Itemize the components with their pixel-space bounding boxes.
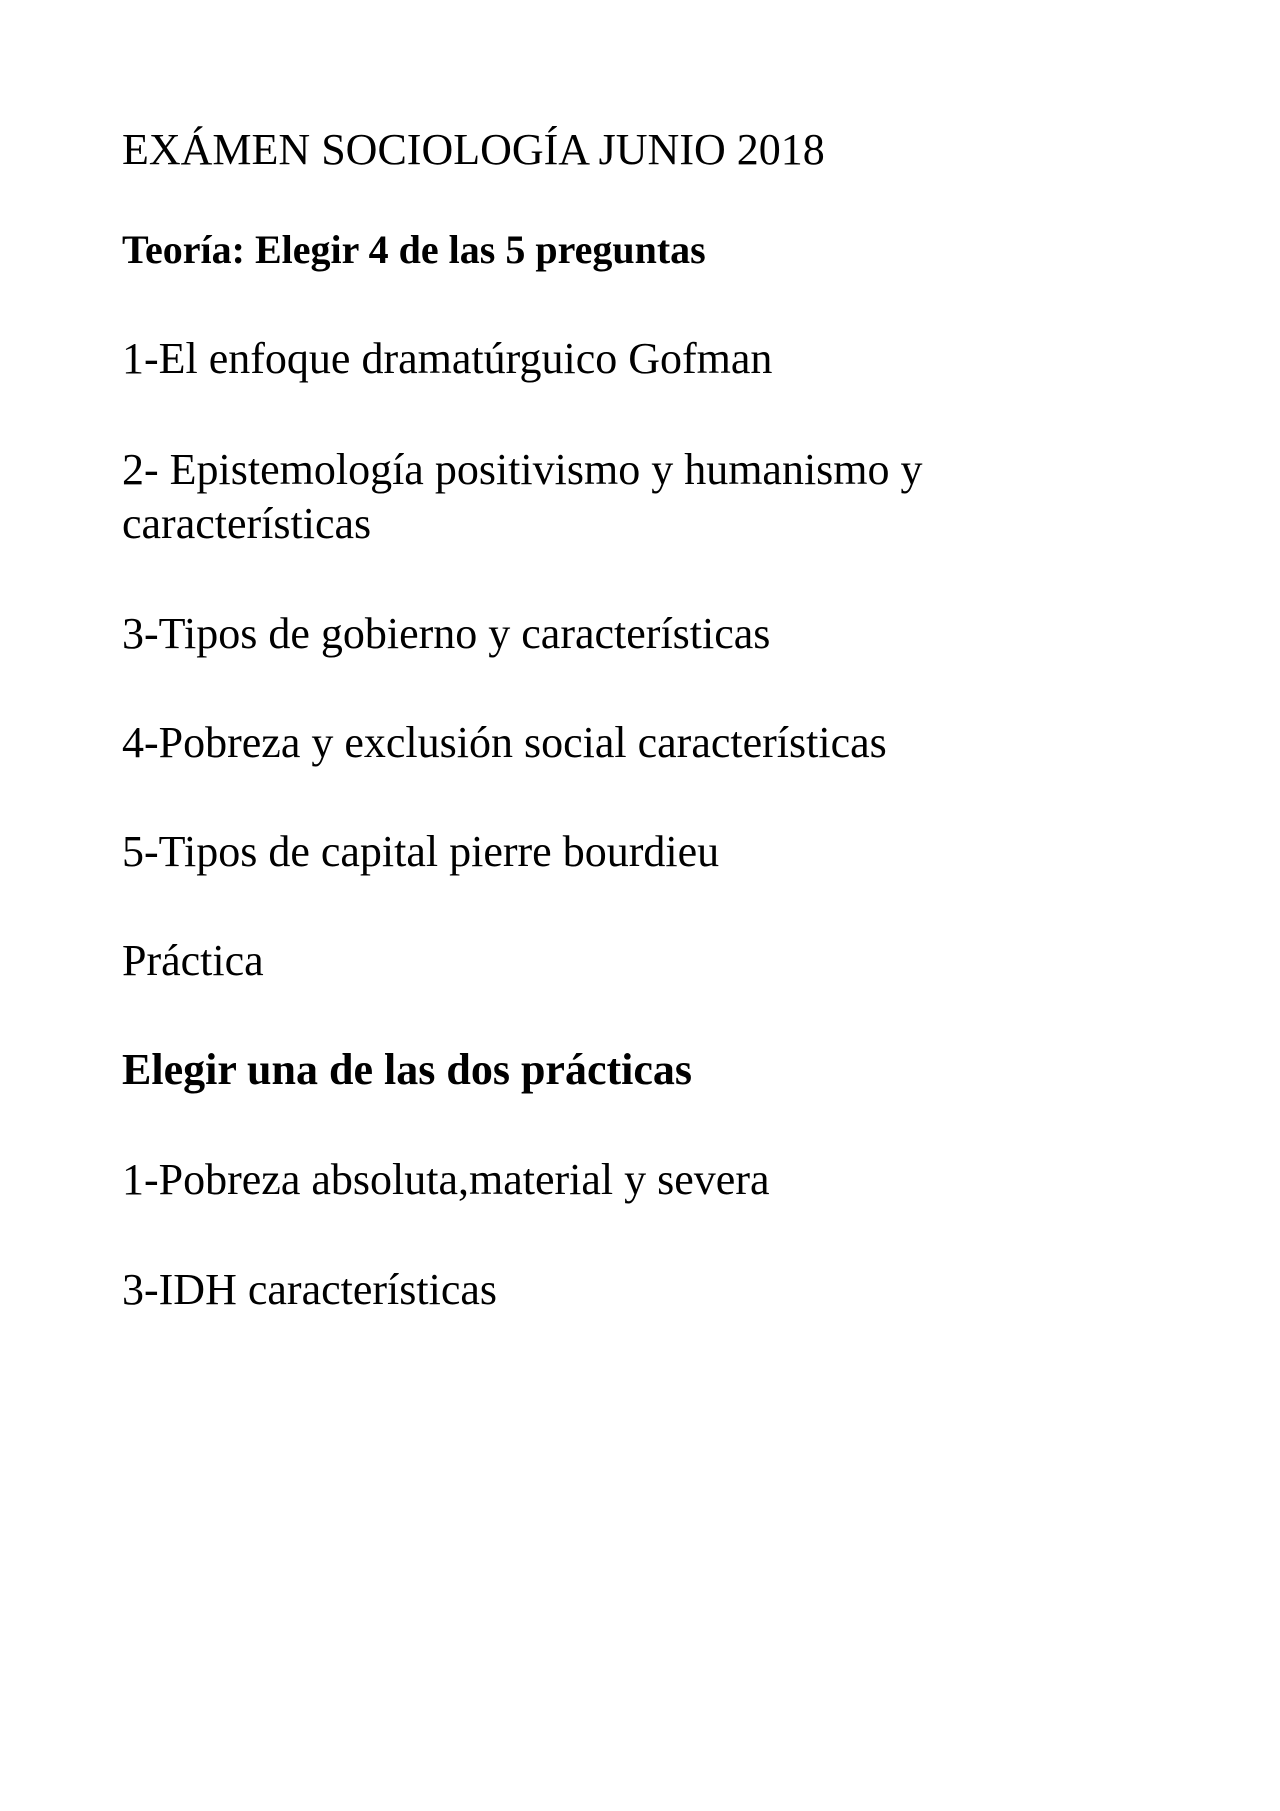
theory-question-2-line-2: características <box>122 499 372 548</box>
theory-heading: Teoría: Elegir 4 de las 5 preguntas <box>122 227 706 272</box>
theory-question-4: 4-Pobreza y exclusión social características <box>122 718 887 767</box>
theory-question-1: 1-El enfoque dramatúrguico Gofman <box>122 334 773 383</box>
exam-title: EXÁMEN SOCIOLOGÍA JUNIO 2018 <box>122 125 825 174</box>
practice-question-3: 3-IDH características <box>122 1265 498 1314</box>
practice-label: Práctica <box>122 936 264 985</box>
theory-question-3: 3-Tipos de gobierno y características <box>122 609 771 658</box>
theory-question-5: 5-Tipos de capital pierre bourdieu <box>122 827 720 876</box>
practice-heading: Elegir una de las dos prácticas <box>122 1045 693 1094</box>
theory-question-2-line-1: 2- Epistemología positivismo y humanismo y <box>122 445 923 494</box>
practice-question-1: 1-Pobreza absoluta,material y severa <box>122 1155 770 1204</box>
